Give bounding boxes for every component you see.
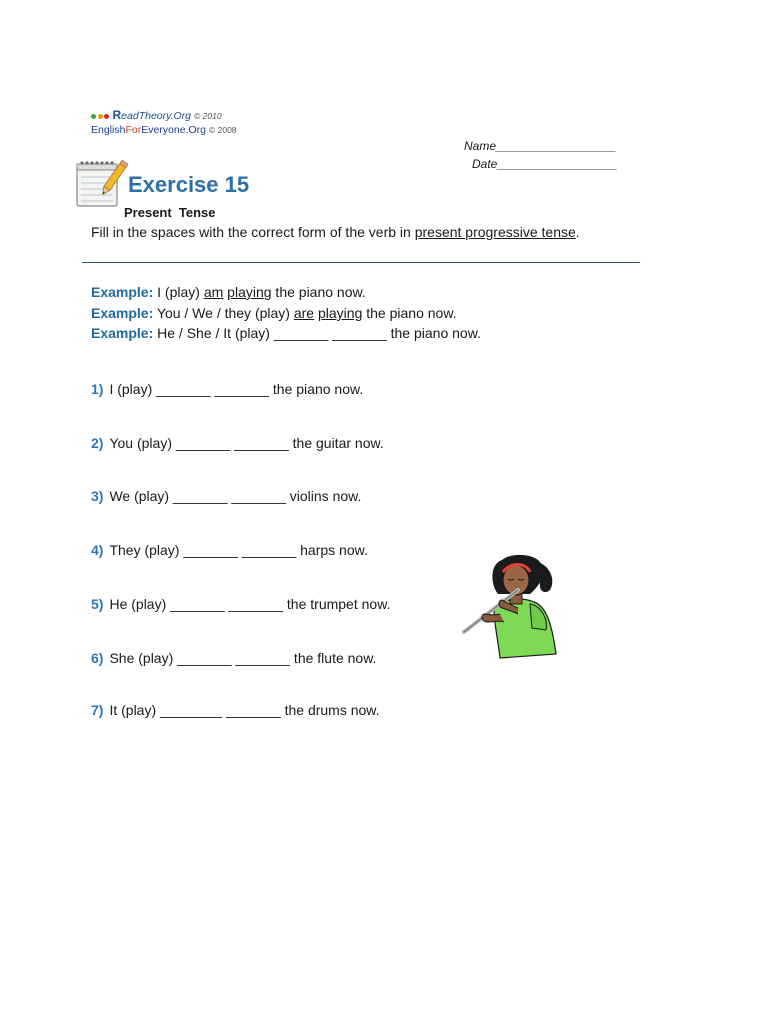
readtheory-logo <box>91 108 222 122</box>
example-row <box>91 305 457 321</box>
question-text: It (play) ________ _______ the drums now. <box>109 702 380 718</box>
notepad-pencil-icon <box>74 159 128 209</box>
efe-part-for: For <box>125 124 142 136</box>
divider <box>82 262 640 263</box>
question-text: You (play) _______ _______ the guitar now. <box>109 435 384 451</box>
question-4 <box>91 542 368 558</box>
example-label: Example: <box>91 284 154 300</box>
question-text: I (play) _______ _______ the piano now. <box>109 381 364 397</box>
example-text: I (play) <box>153 284 204 300</box>
question-number: 1) <box>91 381 104 397</box>
question-text: She (play) _______ _______ the flute now. <box>109 650 377 666</box>
efe-copyright: © 2008 <box>208 125 237 135</box>
exercise-title: Exercise 15 <box>128 172 250 197</box>
question-text: They (play) _______ _______ harps now. <box>109 542 368 558</box>
question-7 <box>91 702 380 718</box>
question-text: We (play) _______ _______ violins now. <box>109 488 362 504</box>
question-text: He (play) _______ _______ the trumpet now. <box>109 596 391 612</box>
example-row <box>91 284 366 300</box>
example-text: He / She / It (play) _______ _______ the piano now. <box>153 325 481 341</box>
question-number: 7) <box>91 702 104 718</box>
example-label: Example: <box>91 325 154 341</box>
instructions <box>91 224 580 240</box>
exercise-subtitle: Present Tense <box>124 205 216 220</box>
instruction-emphasis: present progressive tense <box>414 224 576 240</box>
question-3 <box>91 488 361 504</box>
readtheory-name: eadTheory.Org <box>121 110 192 122</box>
name-field: Name__________________ <box>464 139 617 153</box>
instruction-end: . <box>575 224 580 240</box>
example-text-end: the piano now. <box>271 284 366 300</box>
question-2 <box>91 435 384 451</box>
question-6 <box>91 650 376 666</box>
efe-part-english: English <box>91 124 126 136</box>
question-number: 5) <box>91 596 104 612</box>
example-text: You / We / they (play) <box>153 305 294 321</box>
question-number: 6) <box>91 650 104 666</box>
girl-playing-flute-illustration <box>460 550 564 662</box>
efe-part-everyone: Everyone <box>141 124 186 136</box>
readtheory-copyright: © 2010 <box>194 111 222 121</box>
example-answer-aux: am <box>203 284 224 300</box>
example-answer-aux: are <box>293 305 315 321</box>
question-number: 2) <box>91 435 104 451</box>
example-answer-verb: playing <box>317 305 363 321</box>
englishforeveryone-logo <box>91 124 237 136</box>
question-1 <box>91 381 363 397</box>
question-number: 4) <box>91 542 104 558</box>
readtheory-initial: R <box>112 108 122 122</box>
question-5 <box>91 596 390 612</box>
example-label: Example: <box>91 305 154 321</box>
question-number: 3) <box>91 488 104 504</box>
instruction-text: Fill in the spaces with the correct form of the verb in <box>91 224 415 240</box>
example-row <box>91 325 481 341</box>
logo-dots-icon <box>91 110 111 122</box>
date-field: Date__________________ <box>472 157 618 171</box>
example-text-end: the piano now. <box>362 305 457 321</box>
example-answer-verb: playing <box>227 284 272 300</box>
efe-part-org: .Org <box>185 124 206 136</box>
